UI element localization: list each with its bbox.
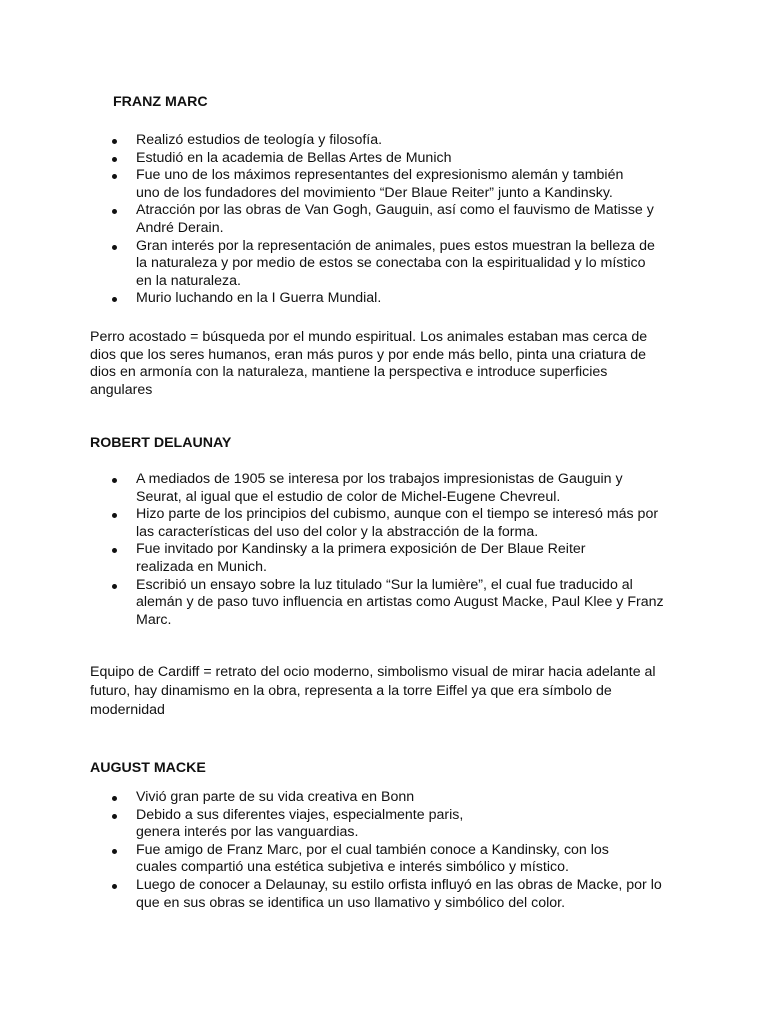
bullet-icon bbox=[112, 297, 117, 302]
list-item: Fue uno de los máximos representantes del expresionismo alemán y también uno de los fundadores del movimiento “Der Blaue Reiter” junto a Kandinsky. bbox=[90, 167, 641, 202]
list-item: Murio luchando en la I Guerra Mundial. bbox=[90, 290, 660, 308]
bullet-icon bbox=[112, 796, 117, 801]
list-item: Luego de conocer a Delaunay, su estilo orfista influyó en las obras de Macke, por lo que en sus obras se identifica un uso llamativo y simbólico del color. bbox=[90, 877, 664, 912]
august-macke-list bbox=[90, 789, 660, 912]
bullet-icon bbox=[112, 814, 117, 819]
list-item: Escribió un ensayo sobre la luz titulado “Sur la lumière”, el cual fue traducido al alemán y de paso tuvo influencia en artistas como August Macke, Paul Klee y Franz Marc. bbox=[90, 577, 671, 630]
list-item: A mediados de 1905 se interesa por los trabajos impresionistas de Gauguin y Seurat, al igual que el estudio de color de Michel-Eugene Chevreul. bbox=[90, 471, 661, 506]
list-item: Fue amigo de Franz Marc, por el cual también conoce a Kandinsky, con los cuales compartió una estética subjetiva e interés simbólico y místico. bbox=[90, 842, 646, 877]
section-heading-franz-marc: FRANZ MARC bbox=[113, 94, 208, 110]
bullet-icon bbox=[112, 884, 117, 889]
bullet-icon bbox=[112, 209, 117, 214]
list-item: Realizó estudios de teología y filosofía. bbox=[90, 132, 660, 150]
list-item: Vivió gran parte de su vida creativa en Bonn bbox=[90, 789, 660, 807]
list-item: Estudió en la academia de Bellas Artes de Munich bbox=[90, 150, 660, 168]
bullet-icon bbox=[112, 584, 117, 589]
robert-delaunay-list bbox=[90, 471, 664, 629]
bullet-icon bbox=[112, 513, 117, 518]
section-heading-august-macke: AUGUST MACKE bbox=[90, 760, 206, 776]
franz-marc-paragraph: Perro acostado = búsqueda por el mundo espiritual. Los animales estaban mas cerca de dios que los seres humanos, eran más puros y por ende más bello, pinta una criatura de dios en armonía con la naturaleza, mantiene la perspectiva e introduce superficies angulares bbox=[90, 329, 648, 398]
bullet-icon bbox=[112, 139, 117, 144]
bullet-icon bbox=[112, 478, 117, 483]
bullet-icon bbox=[112, 548, 117, 553]
list-item: Hizo parte de los principios del cubismo, aunque con el tiempo se interesó más por las características del uso del color y la abstracción de la forma. bbox=[90, 506, 671, 541]
list-item: Debido a sus diferentes viajes, especialmente paris, genera interés por las vanguardias. bbox=[90, 807, 491, 842]
franz-marc-list bbox=[90, 132, 660, 308]
list-item: Gran interés por la representación de animales, pues estos muestran la belleza de la naturaleza y por medio de estos se conectaba con la espiritualidad y lo místico en la naturaleza. bbox=[90, 238, 663, 291]
bullet-icon bbox=[112, 245, 117, 250]
bullet-icon bbox=[112, 849, 117, 854]
section-heading-robert-delaunay: ROBERT DELAUNAY bbox=[90, 435, 232, 451]
list-item: Atracción por las obras de Van Gogh, Gauguin, así como el fauvismo de Matisse y André Derain. bbox=[90, 202, 660, 237]
list-item: Fue invitado por Kandinsky a la primera exposición de Der Blaue Reiter realizada en Munich. bbox=[90, 541, 636, 576]
bullet-icon bbox=[112, 174, 117, 179]
robert-delaunay-paragraph: Equipo de Cardiff = retrato del ocio moderno, simbolismo visual de mirar hacia adelante al futuro, hay dinamismo en la obra, representa a la torre Eiffel ya que era símbolo de modernidad bbox=[90, 664, 656, 718]
bullet-icon bbox=[112, 157, 117, 162]
